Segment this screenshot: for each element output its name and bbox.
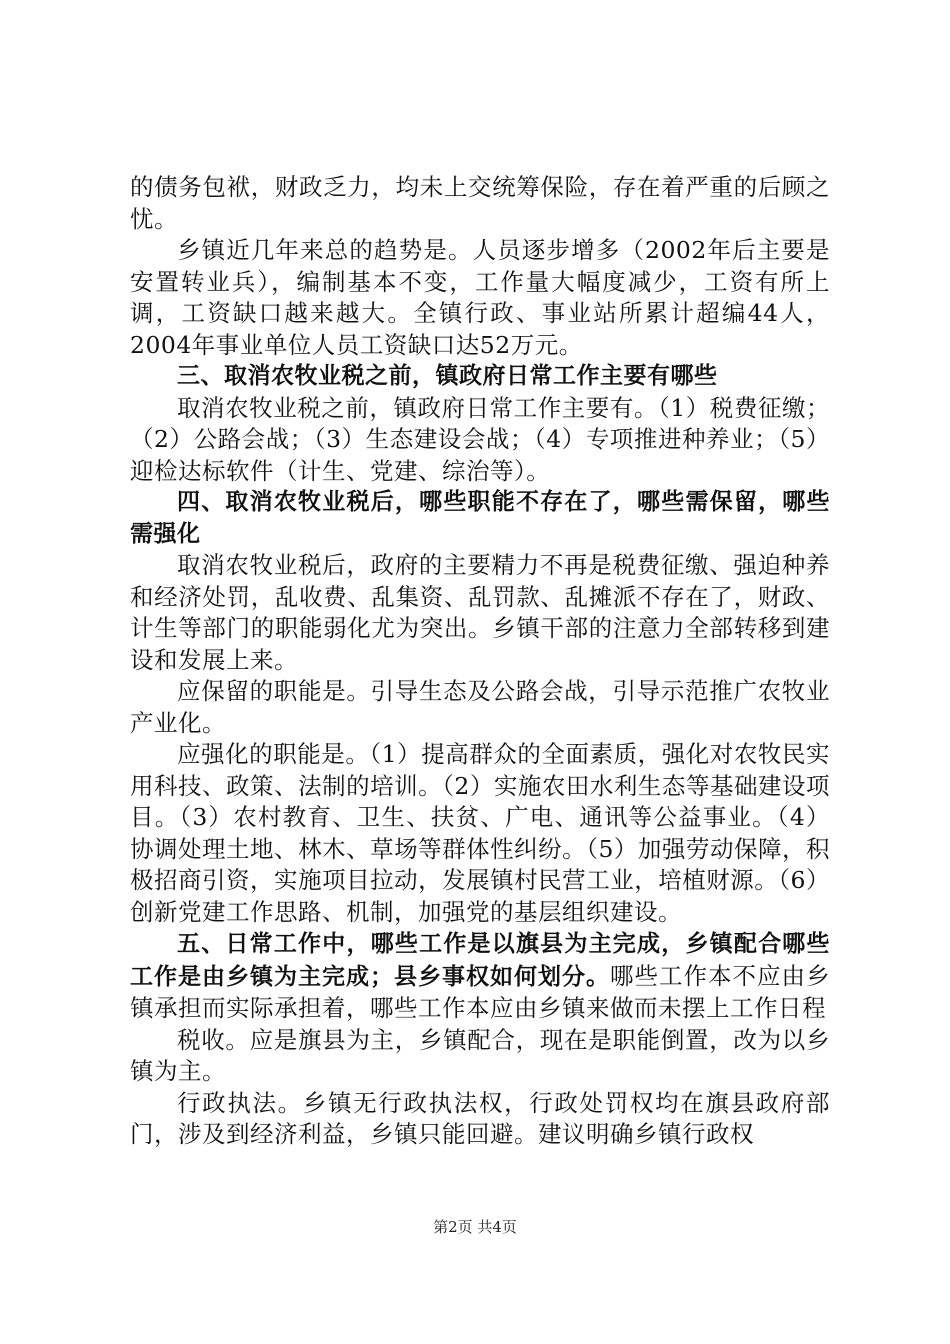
paragraph-section-3: 取消农牧业税之前，镇政府日常工作主要有。（1）税费征缴；（2）公路会战；（3）生态建设会战；（4）专项推进种养业；（5）迎检达标软件（计生、党建、综治等）。 — [130, 393, 830, 485]
paragraph-continuation: 的债务包袱，财政乏力，均未上交统筹保险，存在着严重的后顾之忧。 — [130, 173, 830, 233]
paragraph-law-enforcement: 行政执法。乡镇无行政执法权，行政处罚权均在旗县政府部门，涉及到经济利益，乡镇只能回避。建议明确乡镇行政权 — [130, 1088, 830, 1148]
section-heading-4: 四、取消农牧业税后，哪些职能不存在了，哪些需保留，哪些需强化 — [130, 489, 830, 547]
paragraph-strengthened-functions: 应强化的职能是。（1）提高群众的全面素质，强化对农牧民实用科技、政策、法制的培训。（2）实施农田水利生态等基础建设项目。（3）农村教育、卫生、扶贫、广电、通讯等公益事业。（4）协调处理土地、林木、草场等群体性纠纷。（5）加强劳动保障，积极招商引资，实施项目拉动，发展镇村民营工业，培植财源。（6）创新党建工作思路、机制，加强党的基层组织建设。 — [130, 740, 830, 926]
paragraph-section-4-intro: 取消农牧业税后，政府的主要精力不再是税费征缴、强迫种养和经济处罚，乱收费、乱集资、乱罚款、乱摊派不存在了，财政、计生等部门的职能弱化尤为突出。乡镇干部的注意力全部转移到建设和发展上来。 — [130, 551, 830, 674]
paragraph-trend: 乡镇近几年来总的趋势是。人员逐步增多（2002年后主要是安置转业兵），编制基本不变，工作量大幅度减少，工资有所上调，工资缺口越来越大。全镇行政、事业站所累计超编44人，2004年事业单位人员工资缺口达52万元。 — [130, 236, 830, 359]
section-heading-5 — [130, 928, 830, 1025]
page-footer: 第2页 共4页 — [433, 1218, 517, 1236]
document-body — [130, 172, 830, 1151]
paragraph-retained-functions: 应保留的职能是。引导生态及公路会战，引导示范推广农牧业产业化。 — [130, 677, 830, 737]
paragraph-tax: 税收。应是旗县为主，乡镇配合，现在是职能倒置，改为以乡镇为主。 — [130, 1025, 830, 1085]
section-heading-5-rest: 哪些工作本不应由乡镇承担而实际承担着，哪些工作本应由乡镇来做而未摆上工作日程 — [130, 961, 830, 1022]
section-heading-5-bold: 五、日常工作中，哪些工作是以旗县为主完成，乡镇配合哪些工作是由乡镇为主完成；县乡事权如何划分。 — [130, 931, 830, 990]
section-heading-3: 三、取消农牧业税之前，镇政府日常工作主要有哪些 — [177, 363, 718, 389]
